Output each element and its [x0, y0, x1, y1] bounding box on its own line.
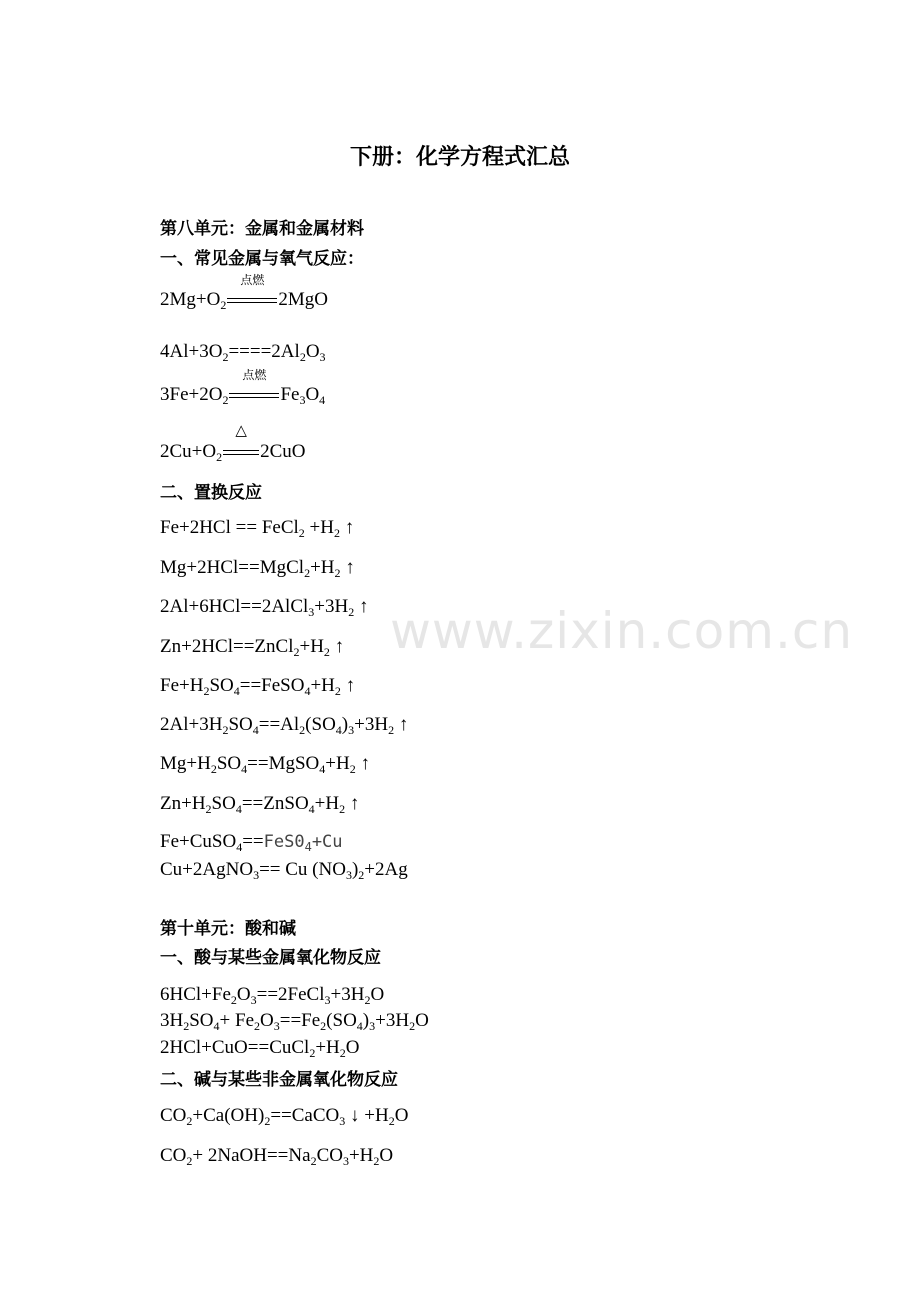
equation-hcl-cuo: $2HCl+CuO==CuCl_2+H_2O$	[160, 1037, 360, 1060]
equation-mg-h2so4: $Mg+H_2SO_4==MgSO_4+H_2$ ↑	[160, 753, 370, 776]
equation-co2-naoh: $CO_2+$ $2NaOH==Na_2CO_3+H_2O$	[160, 1145, 394, 1168]
equation-cu-agno3: Cu+2AgNO$_3$== Cu $(NO_3)_2+2Ag$	[160, 859, 408, 882]
unit8-subheading-oxygen: 一、常见金属与氧气反应：	[160, 249, 364, 269]
unit8-subheading-displacement: 二、置换反应	[160, 483, 262, 503]
unit10-subheading-acid: 一、酸与某些金属氧化物反应	[160, 948, 381, 968]
equation-hcl-fe2o3: $6HCl+Fe_2O_3==2FeCl_3+3H_2O$	[160, 984, 385, 1007]
page-title: 下册：化学方程式汇总	[349, 145, 570, 170]
equation-al-hcl: $2Al+6HCl==2AlCl_3+3H_2$ ↑	[160, 596, 369, 619]
unit8-heading: 第八单元：金属和金属材料	[160, 219, 364, 239]
equation-mg-hcl: $Mg+2HCl==MgCl_2+H_2$ ↑	[160, 557, 355, 580]
condition-burn: 点燃	[228, 383, 280, 407]
equation-al-h2so4: $2Al+3H_2SO_4==Al_2(SO_4)_3+3H_2$ ↑	[160, 714, 409, 737]
equation-zn-h2so4: $Zn+H_2SO_4==ZnSO_4+H_2$ ↑	[160, 793, 360, 816]
condition-burn: 点燃	[226, 288, 278, 312]
equation-zn-hcl: $Zn+2HCl==ZnCl_2+H_2$ ↑	[160, 636, 345, 659]
equation-al-o2: $4Al+3O_2====2Al_2O_3$	[160, 341, 326, 364]
equation-fe-hcl: Fe+2HCl == FeCl$_2$ $+H_2$ ↑	[160, 517, 355, 540]
equation-fe-o2: $3Fe+2O_2$ 点燃 $Fe_3O_4$	[160, 368, 326, 407]
equation-fe-cuso4: $Fe+CuSO_4==FeS0_4+Cu$	[160, 831, 343, 854]
condition-heat: △	[222, 440, 260, 464]
equation-mg-o2: $2Mg+O_2$ 点燃 2MgO	[160, 273, 328, 312]
watermark: www.zixin.com.cn	[390, 602, 854, 660]
unit10-subheading-base: 二、碱与某些非金属氧化物反应	[160, 1070, 398, 1090]
equation-fe-h2so4: $Fe+H_2SO_4==FeSO_4+H_2$ ↑	[160, 675, 356, 698]
equation-co2-caoh2: $CO_2+Ca(OH)_2==CaCO_3$ ↓ $+H_2O$	[160, 1105, 409, 1128]
equation-h2so4-fe2o3: $3H_2SO_4+ Fe_2O_3==Fe_2(SO_4)_3+3H_2O$	[160, 1010, 429, 1033]
equation-cu-o2: $2Cu+O_2$ △ 2CuO	[160, 421, 306, 464]
unit10-heading: 第十单元：酸和碱	[160, 919, 296, 939]
